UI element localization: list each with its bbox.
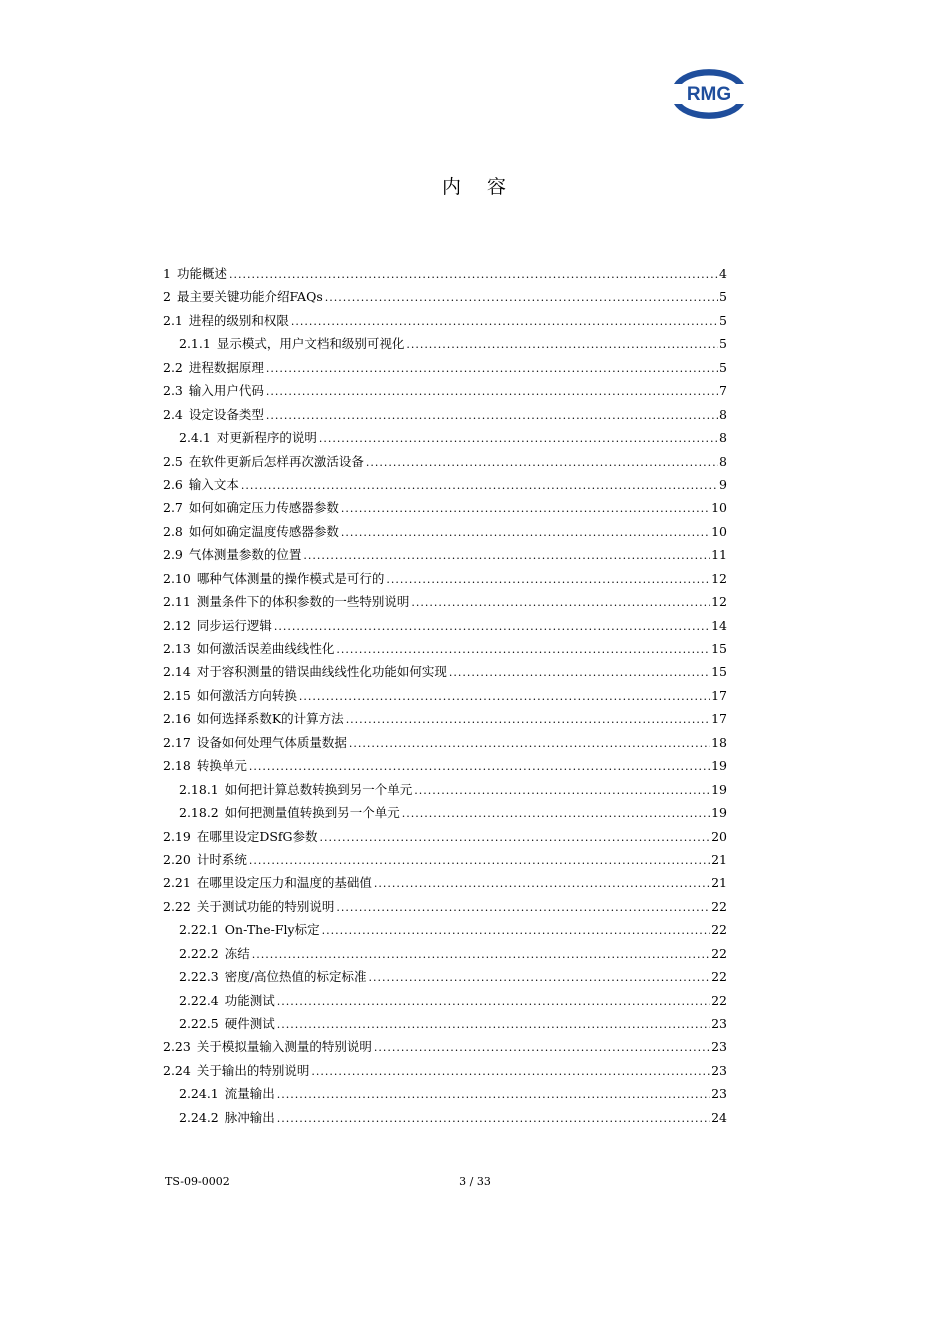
toc-entry-text: 关于模拟量输入测量的特别说明 bbox=[196, 1039, 372, 1055]
toc-entry-title bbox=[163, 567, 385, 590]
toc-entry-text: 同步运行逻辑 bbox=[196, 617, 272, 633]
toc-entry-title bbox=[163, 543, 302, 566]
toc-entry-page: 19 bbox=[711, 805, 727, 821]
toc-entry[interactable] bbox=[163, 707, 727, 730]
toc-dot-leader bbox=[322, 919, 711, 942]
toc-entry-text: 如何激活方向转换 bbox=[196, 687, 297, 703]
toc-entry-page: 15 bbox=[711, 664, 727, 680]
toc-entry[interactable] bbox=[163, 520, 727, 543]
toc-entry-title bbox=[163, 707, 345, 730]
toc-entry-text: 如何如确定压力传感器参数 bbox=[188, 500, 339, 516]
toc-entry-number: 2.15 bbox=[163, 687, 191, 703]
toc-entry-page: 11 bbox=[711, 547, 727, 563]
toc-entry-title bbox=[179, 778, 413, 801]
toc-entry[interactable] bbox=[163, 496, 727, 519]
toc-entry-text: 在哪里设定DSfG参数 bbox=[196, 828, 318, 844]
toc-entry-title bbox=[163, 590, 410, 613]
toc-entry-text: 冻结 bbox=[224, 945, 250, 961]
toc-entry-number: 2.14 bbox=[163, 664, 191, 680]
toc-dot-leader bbox=[241, 474, 718, 497]
toc-entry-text: 输入用户代码 bbox=[188, 383, 264, 399]
toc-entry-title bbox=[179, 1106, 276, 1129]
toc-dot-leader bbox=[266, 357, 718, 380]
toc-entry[interactable] bbox=[163, 356, 727, 379]
toc-entry-number: 2.10 bbox=[163, 570, 191, 586]
toc-entry-title bbox=[163, 356, 265, 379]
toc-entry-text: 在软件更新后怎样再次激活设备 bbox=[188, 453, 364, 469]
toc-entry-number: 2.21 bbox=[163, 875, 191, 891]
toc-dot-leader bbox=[299, 685, 710, 708]
toc-entry-page: 21 bbox=[711, 875, 727, 891]
toc-entry-text: 关于输出的特别说明 bbox=[196, 1062, 310, 1078]
toc-entry-title bbox=[163, 895, 335, 918]
toc-entry[interactable] bbox=[163, 1106, 727, 1129]
toc-entry[interactable] bbox=[163, 778, 727, 801]
toc-entry-page: 22 bbox=[711, 898, 727, 914]
toc-entry[interactable] bbox=[163, 918, 727, 941]
toc-entry[interactable] bbox=[163, 590, 727, 613]
toc-entry-number: 2.22.3 bbox=[179, 969, 219, 985]
toc-entry-text: 在哪里设定压力和温度的基础值 bbox=[196, 875, 372, 891]
toc-entry[interactable] bbox=[163, 684, 727, 707]
toc-entry-page: 10 bbox=[711, 523, 727, 539]
toc-entry[interactable] bbox=[163, 660, 727, 683]
toc-entry-number: 2.2 bbox=[163, 359, 183, 375]
table-of-contents bbox=[163, 262, 727, 1129]
toc-entry[interactable] bbox=[163, 1012, 727, 1035]
toc-dot-leader bbox=[402, 802, 710, 825]
toc-entry-title bbox=[163, 379, 265, 402]
toc-entry-number: 2.24.2 bbox=[179, 1109, 219, 1125]
toc-entry-page: 23 bbox=[711, 1086, 727, 1102]
toc-entry-number: 2.13 bbox=[163, 641, 191, 656]
toc-entry-title bbox=[163, 684, 298, 707]
toc-dot-leader bbox=[349, 732, 710, 755]
toc-entry-text: 哪种气体测量的操作模式是可行的 bbox=[196, 570, 385, 586]
toc-entry-title bbox=[179, 989, 276, 1012]
toc-entry[interactable] bbox=[163, 614, 727, 637]
toc-entry-title bbox=[163, 262, 228, 285]
toc-entry[interactable] bbox=[163, 543, 727, 566]
toc-dot-leader bbox=[449, 661, 710, 684]
logo-arc-top bbox=[674, 69, 744, 84]
toc-entry-number: 2.17 bbox=[163, 734, 191, 750]
toc-dot-leader bbox=[311, 1060, 710, 1083]
toc-entry[interactable] bbox=[163, 731, 727, 754]
toc-entry-text: 如何把计算总数转换到另一个单元 bbox=[224, 781, 413, 797]
toc-entry-number: 2.20 bbox=[163, 851, 191, 867]
toc-entry-number: 2.1 bbox=[163, 312, 183, 328]
toc-dot-leader bbox=[336, 896, 710, 919]
toc-entry-title bbox=[163, 825, 319, 848]
toc-entry-number: 2.1.1 bbox=[179, 336, 211, 352]
toc-entry-title bbox=[179, 1082, 276, 1105]
toc-dot-leader bbox=[319, 427, 718, 450]
toc-entry[interactable] bbox=[163, 379, 727, 402]
toc-dot-leader bbox=[411, 591, 710, 614]
toc-entry-text: 测量条件下的体积参数的一些特别说明 bbox=[196, 594, 410, 610]
toc-entry-number: 2.18.1 bbox=[179, 781, 219, 797]
toc-entry-text: 功能概述 bbox=[176, 266, 227, 281]
toc-entry-page: 5 bbox=[719, 312, 727, 328]
toc-entry[interactable] bbox=[163, 965, 727, 988]
toc-entry[interactable] bbox=[163, 1035, 727, 1058]
toc-entry-text: On-The-Fly标定 bbox=[224, 922, 320, 938]
toc-dot-leader bbox=[249, 755, 710, 778]
toc-entry-number: 2.24.1 bbox=[179, 1086, 219, 1102]
toc-entry-text: 流量输出 bbox=[224, 1086, 275, 1102]
toc-dot-leader bbox=[325, 286, 718, 309]
toc-entry-number: 2.7 bbox=[163, 500, 183, 516]
toc-entry-page: 9 bbox=[719, 476, 727, 492]
toc-entry-title bbox=[163, 731, 348, 754]
toc-entry-title bbox=[163, 496, 340, 519]
toc-entry-title bbox=[179, 1012, 276, 1035]
toc-dot-leader bbox=[366, 451, 718, 474]
toc-entry-text: 对更新程序的说明 bbox=[216, 430, 317, 446]
toc-entry-title bbox=[163, 1035, 373, 1058]
toc-entry-text: 最主要关键功能介绍FAQs bbox=[176, 289, 323, 305]
toc-entry[interactable] bbox=[163, 1082, 727, 1105]
toc-entry[interactable] bbox=[163, 426, 727, 449]
toc-entry-page: 8 bbox=[719, 406, 727, 422]
toc-entry-page: 4 bbox=[719, 266, 727, 281]
toc-entry-page: 22 bbox=[711, 969, 727, 985]
toc-dot-leader bbox=[414, 779, 710, 802]
toc-entry-text: 转换单元 bbox=[196, 758, 247, 774]
toc-entry-number: 1 bbox=[163, 266, 171, 281]
toc-entry-number: 2.9 bbox=[163, 547, 183, 563]
toc-dot-leader bbox=[346, 708, 710, 731]
toc-entry[interactable] bbox=[163, 895, 727, 918]
toc-dot-leader bbox=[386, 568, 710, 591]
toc-entry-text: 密度/高位热值的标定标准 bbox=[224, 969, 367, 985]
footer-page-number: 3 / 33 bbox=[459, 1175, 491, 1188]
toc-entry-title bbox=[163, 520, 340, 543]
toc-dot-leader bbox=[406, 333, 718, 356]
logo-arc-bottom bbox=[674, 104, 744, 119]
toc-entry[interactable] bbox=[163, 989, 727, 1012]
toc-entry-title bbox=[163, 309, 290, 332]
toc-dot-leader bbox=[277, 1107, 710, 1130]
logo-text: RMG bbox=[686, 84, 732, 105]
toc-dot-leader bbox=[341, 521, 710, 544]
toc-entry-page: 8 bbox=[719, 453, 727, 469]
toc-dot-leader bbox=[277, 990, 710, 1013]
toc-entry[interactable] bbox=[163, 567, 727, 590]
toc-entry[interactable] bbox=[163, 942, 727, 965]
toc-entry-number: 2.22.4 bbox=[179, 992, 219, 1008]
toc-entry-page: 20 bbox=[711, 828, 727, 844]
toc-entry[interactable] bbox=[163, 450, 727, 473]
toc-entry-page: 8 bbox=[719, 430, 727, 446]
toc-entry-number: 2.18.2 bbox=[179, 805, 219, 821]
toc-entry-number: 2.24 bbox=[163, 1062, 191, 1078]
toc-entry-page: 19 bbox=[711, 758, 727, 774]
toc-entry-number: 2.18 bbox=[163, 758, 191, 774]
toc-entry[interactable] bbox=[163, 332, 727, 355]
page-title: 内 容 bbox=[441, 176, 517, 198]
toc-entry-title bbox=[163, 1059, 310, 1082]
toc-entry-text: 显示模式，用户文档和级别可视化 bbox=[216, 336, 405, 352]
toc-entry-title bbox=[179, 801, 401, 824]
toc-entry-text: 如何选择系数K的计算方法 bbox=[196, 711, 344, 727]
toc-entry[interactable] bbox=[163, 309, 727, 332]
toc-entry-page: 15 bbox=[711, 641, 727, 656]
toc-dot-leader bbox=[277, 1083, 710, 1106]
toc-entry-text: 气体测量参数的位置 bbox=[188, 547, 302, 563]
toc-entry-title bbox=[179, 426, 318, 449]
toc-entry-page: 5 bbox=[719, 359, 727, 375]
toc-dot-leader bbox=[303, 544, 710, 567]
toc-dot-leader bbox=[229, 263, 718, 286]
toc-entry-title bbox=[163, 754, 248, 777]
toc-entry-text: 进程数据原理 bbox=[188, 359, 264, 375]
toc-entry-title bbox=[163, 848, 248, 871]
toc-entry-number: 2.22 bbox=[163, 898, 191, 914]
toc-entry-page: 23 bbox=[711, 1039, 727, 1055]
toc-entry[interactable] bbox=[163, 754, 727, 777]
toc-entry-page: 24 bbox=[711, 1109, 727, 1125]
toc-dot-leader bbox=[320, 826, 711, 849]
toc-entry-text: 关于测试功能的特别说明 bbox=[196, 898, 335, 914]
rmg-logo bbox=[668, 58, 750, 130]
toc-dot-leader bbox=[374, 872, 710, 895]
toc-entry-page: 18 bbox=[711, 734, 727, 750]
toc-entry[interactable] bbox=[163, 637, 727, 660]
toc-entry-text: 如何激活误差曲线线性化 bbox=[196, 641, 335, 656]
toc-entry-number: 2.22.1 bbox=[179, 922, 219, 938]
toc-entry-text: 功能测试 bbox=[224, 992, 275, 1008]
toc-entry-title bbox=[163, 450, 365, 473]
toc-dot-leader bbox=[291, 310, 718, 333]
toc-entry-number: 2.22.5 bbox=[179, 1016, 219, 1031]
toc-dot-leader bbox=[277, 1013, 710, 1036]
toc-entry-title bbox=[179, 942, 251, 965]
toc-entry[interactable] bbox=[163, 473, 727, 496]
toc-entry-number: 2.23 bbox=[163, 1039, 191, 1055]
toc-entry-page: 23 bbox=[711, 1016, 727, 1031]
toc-entry-text: 脉冲输出 bbox=[224, 1109, 275, 1125]
toc-entry-title bbox=[179, 332, 405, 355]
toc-entry-number: 2.4.1 bbox=[179, 430, 211, 446]
toc-entry-title bbox=[163, 660, 448, 683]
toc-entry-text: 设定设备类型 bbox=[188, 406, 264, 422]
toc-entry[interactable] bbox=[163, 1059, 727, 1082]
toc-entry-number: 2.4 bbox=[163, 406, 183, 422]
toc-entry-page: 5 bbox=[719, 289, 727, 305]
toc-entry-text: 输入文本 bbox=[188, 476, 239, 492]
toc-entry-number: 2.11 bbox=[163, 594, 191, 610]
toc-entry-title bbox=[163, 285, 324, 308]
toc-entry-page: 22 bbox=[711, 992, 727, 1008]
toc-dot-leader bbox=[374, 1036, 710, 1059]
toc-entry[interactable] bbox=[163, 871, 727, 894]
toc-entry-number: 2.8 bbox=[163, 523, 183, 539]
toc-entry-page: 5 bbox=[719, 336, 727, 352]
toc-entry[interactable] bbox=[163, 262, 727, 285]
toc-entry-text: 计时系统 bbox=[196, 851, 247, 867]
footer-doc-id: TS-09-0002 bbox=[165, 1175, 230, 1188]
toc-entry-page: 10 bbox=[711, 500, 727, 516]
toc-entry-text: 对于容积测量的错误曲线线性化功能如何实现 bbox=[196, 664, 447, 680]
toc-entry-page: 17 bbox=[711, 687, 727, 703]
toc-dot-leader bbox=[274, 615, 710, 638]
toc-dot-leader bbox=[341, 497, 710, 520]
toc-entry-title bbox=[163, 614, 273, 637]
toc-entry-page: 21 bbox=[711, 851, 727, 867]
toc-entry[interactable] bbox=[163, 801, 727, 824]
toc-dot-leader bbox=[336, 638, 710, 661]
toc-entry-title bbox=[179, 965, 367, 988]
toc-entry-title bbox=[163, 403, 265, 426]
toc-entry-number: 2.16 bbox=[163, 711, 191, 727]
toc-entry[interactable] bbox=[163, 403, 727, 426]
toc-dot-leader bbox=[266, 380, 718, 403]
toc-entry-page: 12 bbox=[711, 594, 727, 610]
toc-entry-number: 2.19 bbox=[163, 828, 191, 844]
toc-entry-number: 2.3 bbox=[163, 383, 183, 399]
toc-dot-leader bbox=[249, 849, 710, 872]
toc-entry-text: 设备如何处理气体质量数据 bbox=[196, 734, 347, 750]
toc-entry-number: 2 bbox=[163, 289, 171, 305]
toc-entry-number: 2.5 bbox=[163, 453, 183, 469]
toc-entry[interactable] bbox=[163, 848, 727, 871]
toc-entry-page: 7 bbox=[719, 383, 727, 399]
toc-entry-page: 22 bbox=[711, 922, 727, 938]
toc-entry-page: 17 bbox=[711, 711, 727, 727]
toc-dot-leader bbox=[252, 943, 710, 966]
toc-entry-title bbox=[163, 637, 335, 660]
toc-entry-page: 23 bbox=[711, 1062, 727, 1078]
toc-entry-title bbox=[179, 918, 321, 941]
toc-entry-title bbox=[163, 871, 373, 894]
toc-entry[interactable] bbox=[163, 825, 727, 848]
toc-entry-title bbox=[163, 473, 240, 496]
toc-entry-page: 19 bbox=[711, 781, 727, 797]
toc-entry-number: 2.12 bbox=[163, 617, 191, 633]
toc-dot-leader bbox=[266, 404, 718, 427]
toc-entry-page: 22 bbox=[711, 945, 727, 961]
toc-entry-page: 14 bbox=[711, 617, 727, 633]
toc-entry[interactable] bbox=[163, 285, 727, 308]
toc-dot-leader bbox=[368, 966, 710, 989]
toc-entry-text: 如何把测量值转换到另一个单元 bbox=[224, 805, 400, 821]
toc-entry-number: 2.6 bbox=[163, 476, 183, 492]
toc-entry-text: 硬件测试 bbox=[224, 1016, 275, 1031]
toc-entry-number: 2.22.2 bbox=[179, 945, 219, 961]
toc-entry-text: 进程的级别和权限 bbox=[188, 312, 289, 328]
toc-entry-text: 如何如确定温度传感器参数 bbox=[188, 523, 339, 539]
toc-entry-page: 12 bbox=[711, 570, 727, 586]
